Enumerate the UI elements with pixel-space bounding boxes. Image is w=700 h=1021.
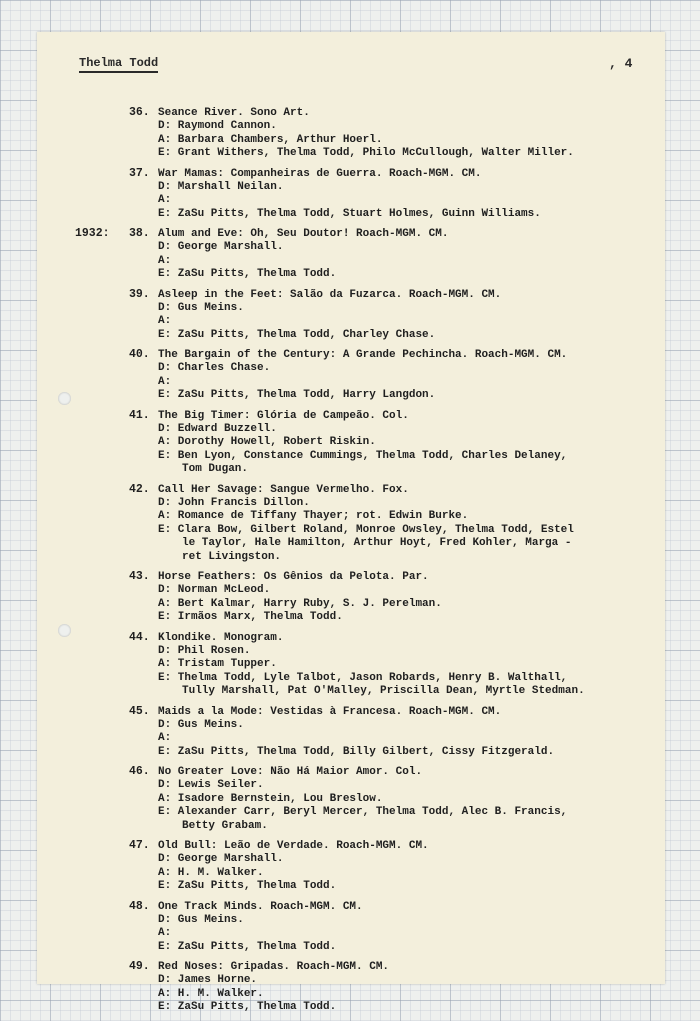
entry-credit-line: D: John Francis Dillon. — [158, 496, 310, 509]
entry-credit-line: A: Tristam Tupper. — [158, 658, 277, 670]
entry-number: 45. — [129, 704, 150, 718]
entry-title: One Track Minds. Roach-MGM. CM. — [158, 900, 363, 913]
entry-credit-line: E: ZaSu Pitts, Thelma Todd. — [158, 940, 337, 953]
entry-credit-line: E: ZaSu Pitts, Thelma Todd. — [158, 1001, 337, 1013]
entry-title: Call Her Savage: Sangue Vermelho. Fox. — [158, 483, 409, 496]
entry-title: Old Bull: Leão de Verdade. Roach-MGM. CM. — [158, 840, 429, 852]
entry-credit-line: A: Dorothy Howell, Robert Riskin. — [158, 436, 376, 448]
film-entry — [37, 631, 665, 699]
entry-number: 37. — [129, 166, 150, 180]
entry-credit-line: D: George Marshall. — [158, 241, 284, 253]
film-entry — [37, 106, 665, 161]
entry-credit-line: E: ZaSu Pitts, Thelma Todd, Harry Langdon. — [158, 389, 436, 401]
entry-credit-line: A: H. M. Walker. — [158, 987, 264, 1000]
film-entry — [37, 409, 665, 477]
entry-number: 39. — [129, 287, 150, 301]
entry-credit-line: E: ZaSu Pitts, Thelma Todd. — [158, 880, 337, 892]
entry-number: 41. — [129, 408, 150, 422]
entry-credit-line: E: ZaSu Pitts, Thelma Todd. — [158, 268, 337, 280]
entry-credit-line: D: Norman McLeod. — [158, 584, 271, 596]
film-entry — [37, 483, 665, 565]
entry-credit-line: A: Isadore Bernstein, Lou Breslow. — [158, 792, 383, 805]
entry-credit-line: E: ZaSu Pitts, Thelma Todd, Charley Chase. — [158, 328, 436, 341]
entry-number: 49. — [129, 960, 150, 973]
entry-credit-line: A: Barbara Chambers, Arthur Hoerl. — [158, 133, 383, 146]
entry-title: Horse Feathers: Os Gênios da Pelota. Par. — [158, 571, 429, 583]
entry-credit-line: Tom Dugan. — [182, 463, 249, 475]
entry-credit-line: A: — [158, 315, 172, 327]
entry-title: War Mamas: Companheiras de Guerra. Roach-MGM. CM. — [158, 167, 482, 180]
entry-title: Klondike. Monogram. — [158, 631, 284, 644]
entry-credit-line: D: Gus Meins. — [158, 718, 244, 731]
entry-title: The Big Timer: Glória de Campeão. Col. — [158, 409, 409, 422]
entry-credit-line: D: Raymond Cannon. — [158, 120, 277, 132]
entry-credit-line: D: Gus Meins. — [158, 913, 244, 926]
entry-number: 42. — [129, 482, 150, 496]
entry-number: 40. — [129, 348, 150, 361]
entry-title: The Bargain of the Century: A Grande Pechincha. Roach-MGM. CM. — [158, 349, 568, 361]
entry-credit-line: A: — [158, 254, 172, 267]
entry-credit-line: D: Gus Meins. — [158, 301, 244, 314]
entry-credit-line: A: — [158, 194, 172, 206]
film-entry — [37, 705, 665, 760]
entry-credit-line: A: Bert Kalmar, Harry Ruby, S. J. Perelman. — [158, 597, 442, 610]
entry-number: 36. — [129, 106, 150, 119]
film-entry — [37, 348, 665, 403]
entry-number: 43. — [129, 570, 150, 583]
entry-credit-line: E: Irmãos Marx, Thelma Todd. — [158, 611, 343, 623]
film-entry — [37, 839, 665, 894]
entry-credit-line: E: ZaSu Pitts, Thelma Todd, Stuart Holmes, Guinn Williams. — [158, 207, 541, 220]
entry-credit-line: D: Lewis Seiler. — [158, 779, 264, 791]
entry-credit-line: D: Phil Rosen. — [158, 644, 251, 657]
entry-credit-line: A: H. M. Walker. — [158, 866, 264, 879]
entry-credit-line: E: Ben Lyon, Constance Cummings, Thelma Todd, Charles Delaney, — [158, 449, 568, 462]
film-entry — [37, 570, 665, 625]
entry-credit-line: A: Romance de Tiffany Thayer; rot. Edwin Burke. — [158, 510, 469, 522]
entry-credit-line: le Taylor, Hale Hamilton, Arthur Hoyt, Fred Kohler, Marga - — [182, 537, 572, 549]
entry-number: 47. — [129, 839, 150, 852]
entry-credit-line: A: — [158, 732, 172, 744]
entry-credit-line: E: Alexander Carr, Beryl Mercer, Thelma Todd, Alec B. Francis, — [158, 806, 568, 818]
entry-credit-line: E: Clara Bow, Gilbert Roland, Monroe Owsley, Thelma Todd, Estel — [158, 523, 574, 536]
entry-credit-line: E: Thelma Todd, Lyle Talbot, Jason Robards, Henry B. Walthall, — [158, 671, 568, 684]
entry-credit-line: Tully Marshall, Pat O'Malley, Priscilla Dean, Myrtle Stedman. — [182, 685, 585, 697]
entry-title: Maids a la Mode: Vestidas à Francesa. Roach-MGM. CM. — [158, 705, 502, 718]
film-entry — [37, 227, 665, 282]
entry-number: 46. — [129, 765, 150, 778]
document-sheet — [37, 32, 665, 1013]
entry-credit-line: ret Livingston. — [182, 550, 282, 563]
entry-year: 1932: — [75, 227, 110, 240]
page-number: , 4 — [609, 56, 633, 71]
entry-number: 48. — [129, 899, 150, 913]
filmography-list — [37, 106, 665, 1021]
film-entry — [37, 960, 665, 1015]
entry-credit-line: D: Charles Chase. — [158, 362, 271, 374]
entry-title: Seance River. Sono Art. — [158, 107, 310, 119]
entry-credit-line: E: Grant Withers, Thelma Todd, Philo McCullough, Walter Miller. — [158, 147, 574, 159]
film-entry — [37, 765, 665, 833]
header-actor-name: Thelma Todd — [79, 56, 158, 73]
entry-credit-line: Betty Grabam. — [182, 819, 268, 832]
entry-title: No Greater Love: Não Há Maior Amor. Col. — [158, 766, 423, 778]
entry-credit-line: A: — [158, 375, 172, 388]
film-entry — [37, 167, 665, 222]
entry-number: 44. — [129, 630, 150, 644]
entry-title: Alum and Eve: Oh, Seu Doutor! Roach-MGM. CM. — [158, 228, 449, 240]
entry-credit-line: D: Marshall Neilan. — [158, 180, 284, 193]
entry-title: Red Noses: Gripadas. Roach-MGM. CM. — [158, 961, 390, 973]
entry-number: 38. — [129, 227, 150, 240]
entry-credit-line: D: James Horne. — [158, 974, 258, 986]
entry-credit-line: E: ZaSu Pitts, Thelma Todd, Billy Gilbert, Cissy Fitzgerald. — [158, 745, 555, 758]
entry-credit-line: D: Edward Buzzell. — [158, 422, 277, 435]
entry-credit-line: D: George Marshall. — [158, 853, 284, 865]
film-entry — [37, 900, 665, 955]
film-entry — [37, 288, 665, 343]
entry-credit-line: A: — [158, 927, 172, 939]
entry-title: Asleep in the Feet: Salão da Fuzarca. Roach-MGM. CM. — [158, 288, 502, 301]
